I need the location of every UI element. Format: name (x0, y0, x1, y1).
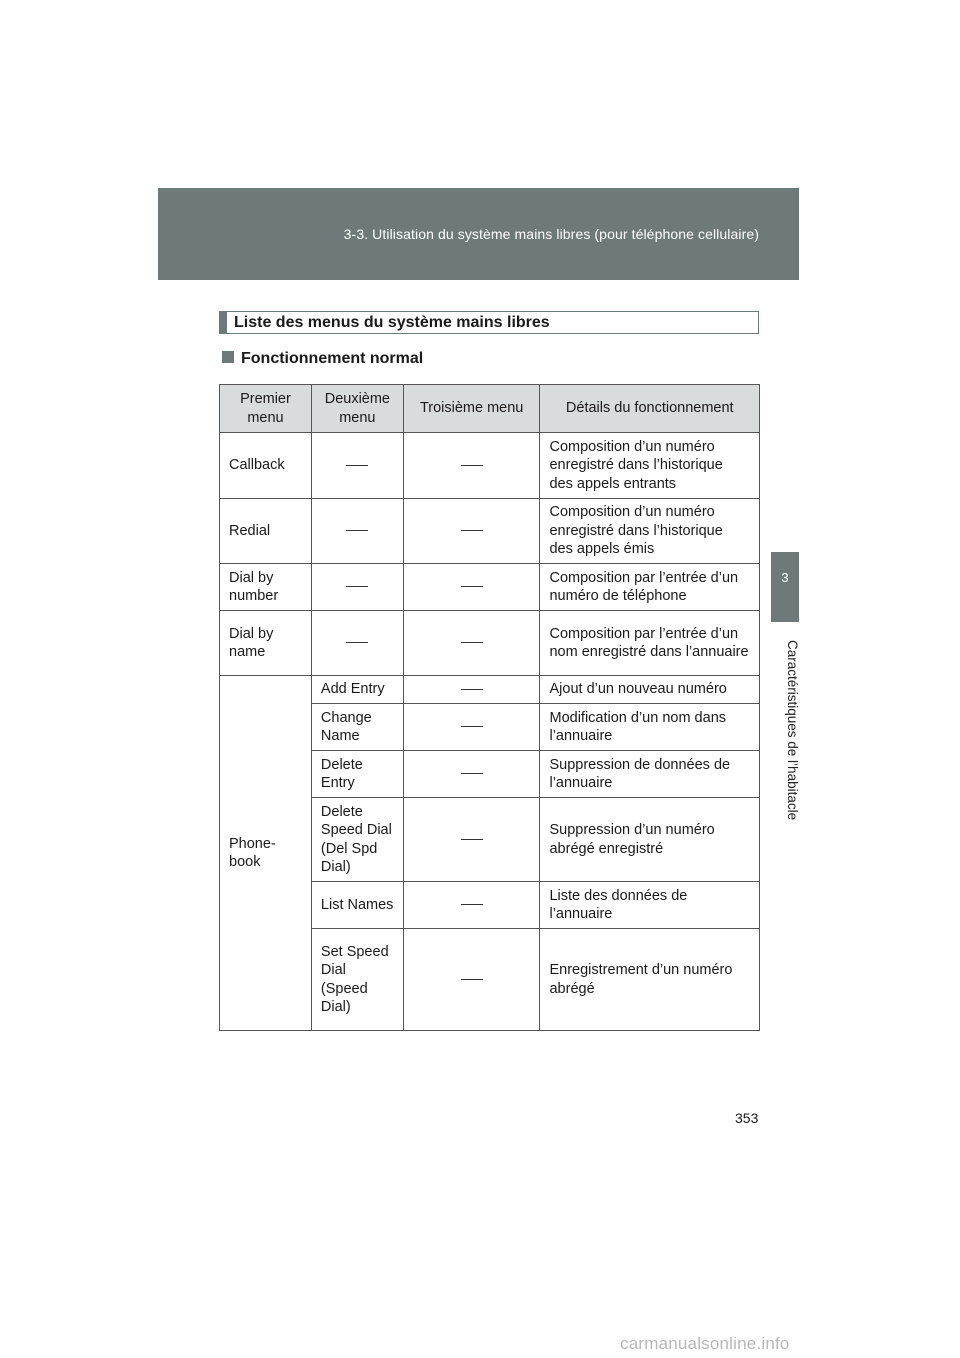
watermark: carmanualsonline.info (620, 1334, 790, 1353)
cell-second (311, 611, 403, 676)
cell-details: Composition d’un numéro enregistré dans l’historique des appels émis (540, 499, 760, 564)
chapter-number: 3 (781, 570, 789, 585)
cell-third (403, 433, 540, 499)
cell-details: Composition d’un numéro enregistré dans l’historique des appels entrants (540, 433, 760, 499)
cell-first: Dial by number (220, 564, 312, 611)
col-header-details: Détails du fonctionnement (540, 385, 760, 433)
dash-icon (461, 642, 483, 643)
page-number: 353 (735, 1110, 759, 1126)
cell-third (403, 499, 540, 564)
dash-icon (461, 773, 483, 774)
table-row (220, 433, 760, 499)
dash-icon (461, 979, 483, 980)
subheading (222, 350, 423, 368)
cell-details: Suppression d’un numéro abrégé enregistré (540, 798, 760, 882)
chapter-side-label: Caractéristiques de l’habitacle (785, 639, 800, 821)
dash-icon (346, 586, 368, 587)
cell-first: Dial by name (220, 611, 312, 676)
dash-icon (461, 465, 483, 466)
cell-second: Delete Speed Dial (Del Spd Dial) (311, 798, 403, 882)
cell-details: Suppression de données de l’annuaire (540, 751, 760, 798)
cell-second: Add Entry (311, 676, 403, 704)
cell-second (311, 433, 403, 499)
cell-details: Modification d’un nom dans l’annuaire (540, 704, 760, 751)
cell-details: Ajout d’un nouveau numéro (540, 676, 760, 704)
cell-third (403, 611, 540, 676)
section-title-bar (220, 312, 227, 333)
table-row (220, 499, 760, 564)
cell-third (403, 751, 540, 798)
chapter-header-band (158, 188, 799, 280)
cell-third (403, 676, 540, 704)
dash-icon (461, 586, 483, 587)
breadcrumb: 3-3. Utilisation du système mains libres (pour téléphone cellulaire) (343, 226, 759, 242)
cell-details: Enregistrement d’un numéro abrégé (540, 929, 760, 1031)
cell-details: Composition par l’entrée d’un nom enregistré dans l’annuaire (540, 611, 760, 676)
dash-icon (346, 530, 368, 531)
cell-second: Delete Entry (311, 751, 403, 798)
section-title-box (219, 311, 759, 334)
cell-second: Change Name (311, 704, 403, 751)
menu-table (219, 384, 760, 1031)
dash-icon (461, 839, 483, 840)
dash-icon (346, 642, 368, 643)
dash-icon (461, 530, 483, 531)
cell-second (311, 499, 403, 564)
dash-icon (461, 689, 483, 690)
chapter-tab (771, 552, 799, 622)
cell-third (403, 798, 540, 882)
cell-third (403, 704, 540, 751)
subheading-text: Fonctionnement normal (241, 350, 424, 367)
cell-second (311, 564, 403, 611)
cell-details: Composition par l’entrée d’un numéro de téléphone (540, 564, 760, 611)
section-title: Liste des menus du système mains libres (234, 314, 550, 331)
table-header-row (220, 385, 760, 433)
table-row (220, 611, 760, 676)
col-header-third: Troisième menu (403, 385, 540, 433)
cell-third (403, 882, 540, 929)
cell-third (403, 564, 540, 611)
cell-second: List Names (311, 882, 403, 929)
table-row (220, 676, 760, 704)
cell-first-phonebook: Phone-book (220, 676, 312, 1031)
col-header-first: Premier menu (220, 385, 312, 433)
cell-third (403, 929, 540, 1031)
dash-icon (346, 465, 368, 466)
table-row (220, 564, 760, 611)
cell-first: Callback (220, 433, 312, 499)
cell-second: Set Speed Dial (Speed Dial) (311, 929, 403, 1031)
cell-details: Liste des données de l’annuaire (540, 882, 760, 929)
col-header-second: Deuxième menu (311, 385, 403, 433)
dash-icon (461, 726, 483, 727)
dash-icon (461, 904, 483, 905)
cell-first: Redial (220, 499, 312, 564)
square-bullet-icon (222, 351, 234, 363)
